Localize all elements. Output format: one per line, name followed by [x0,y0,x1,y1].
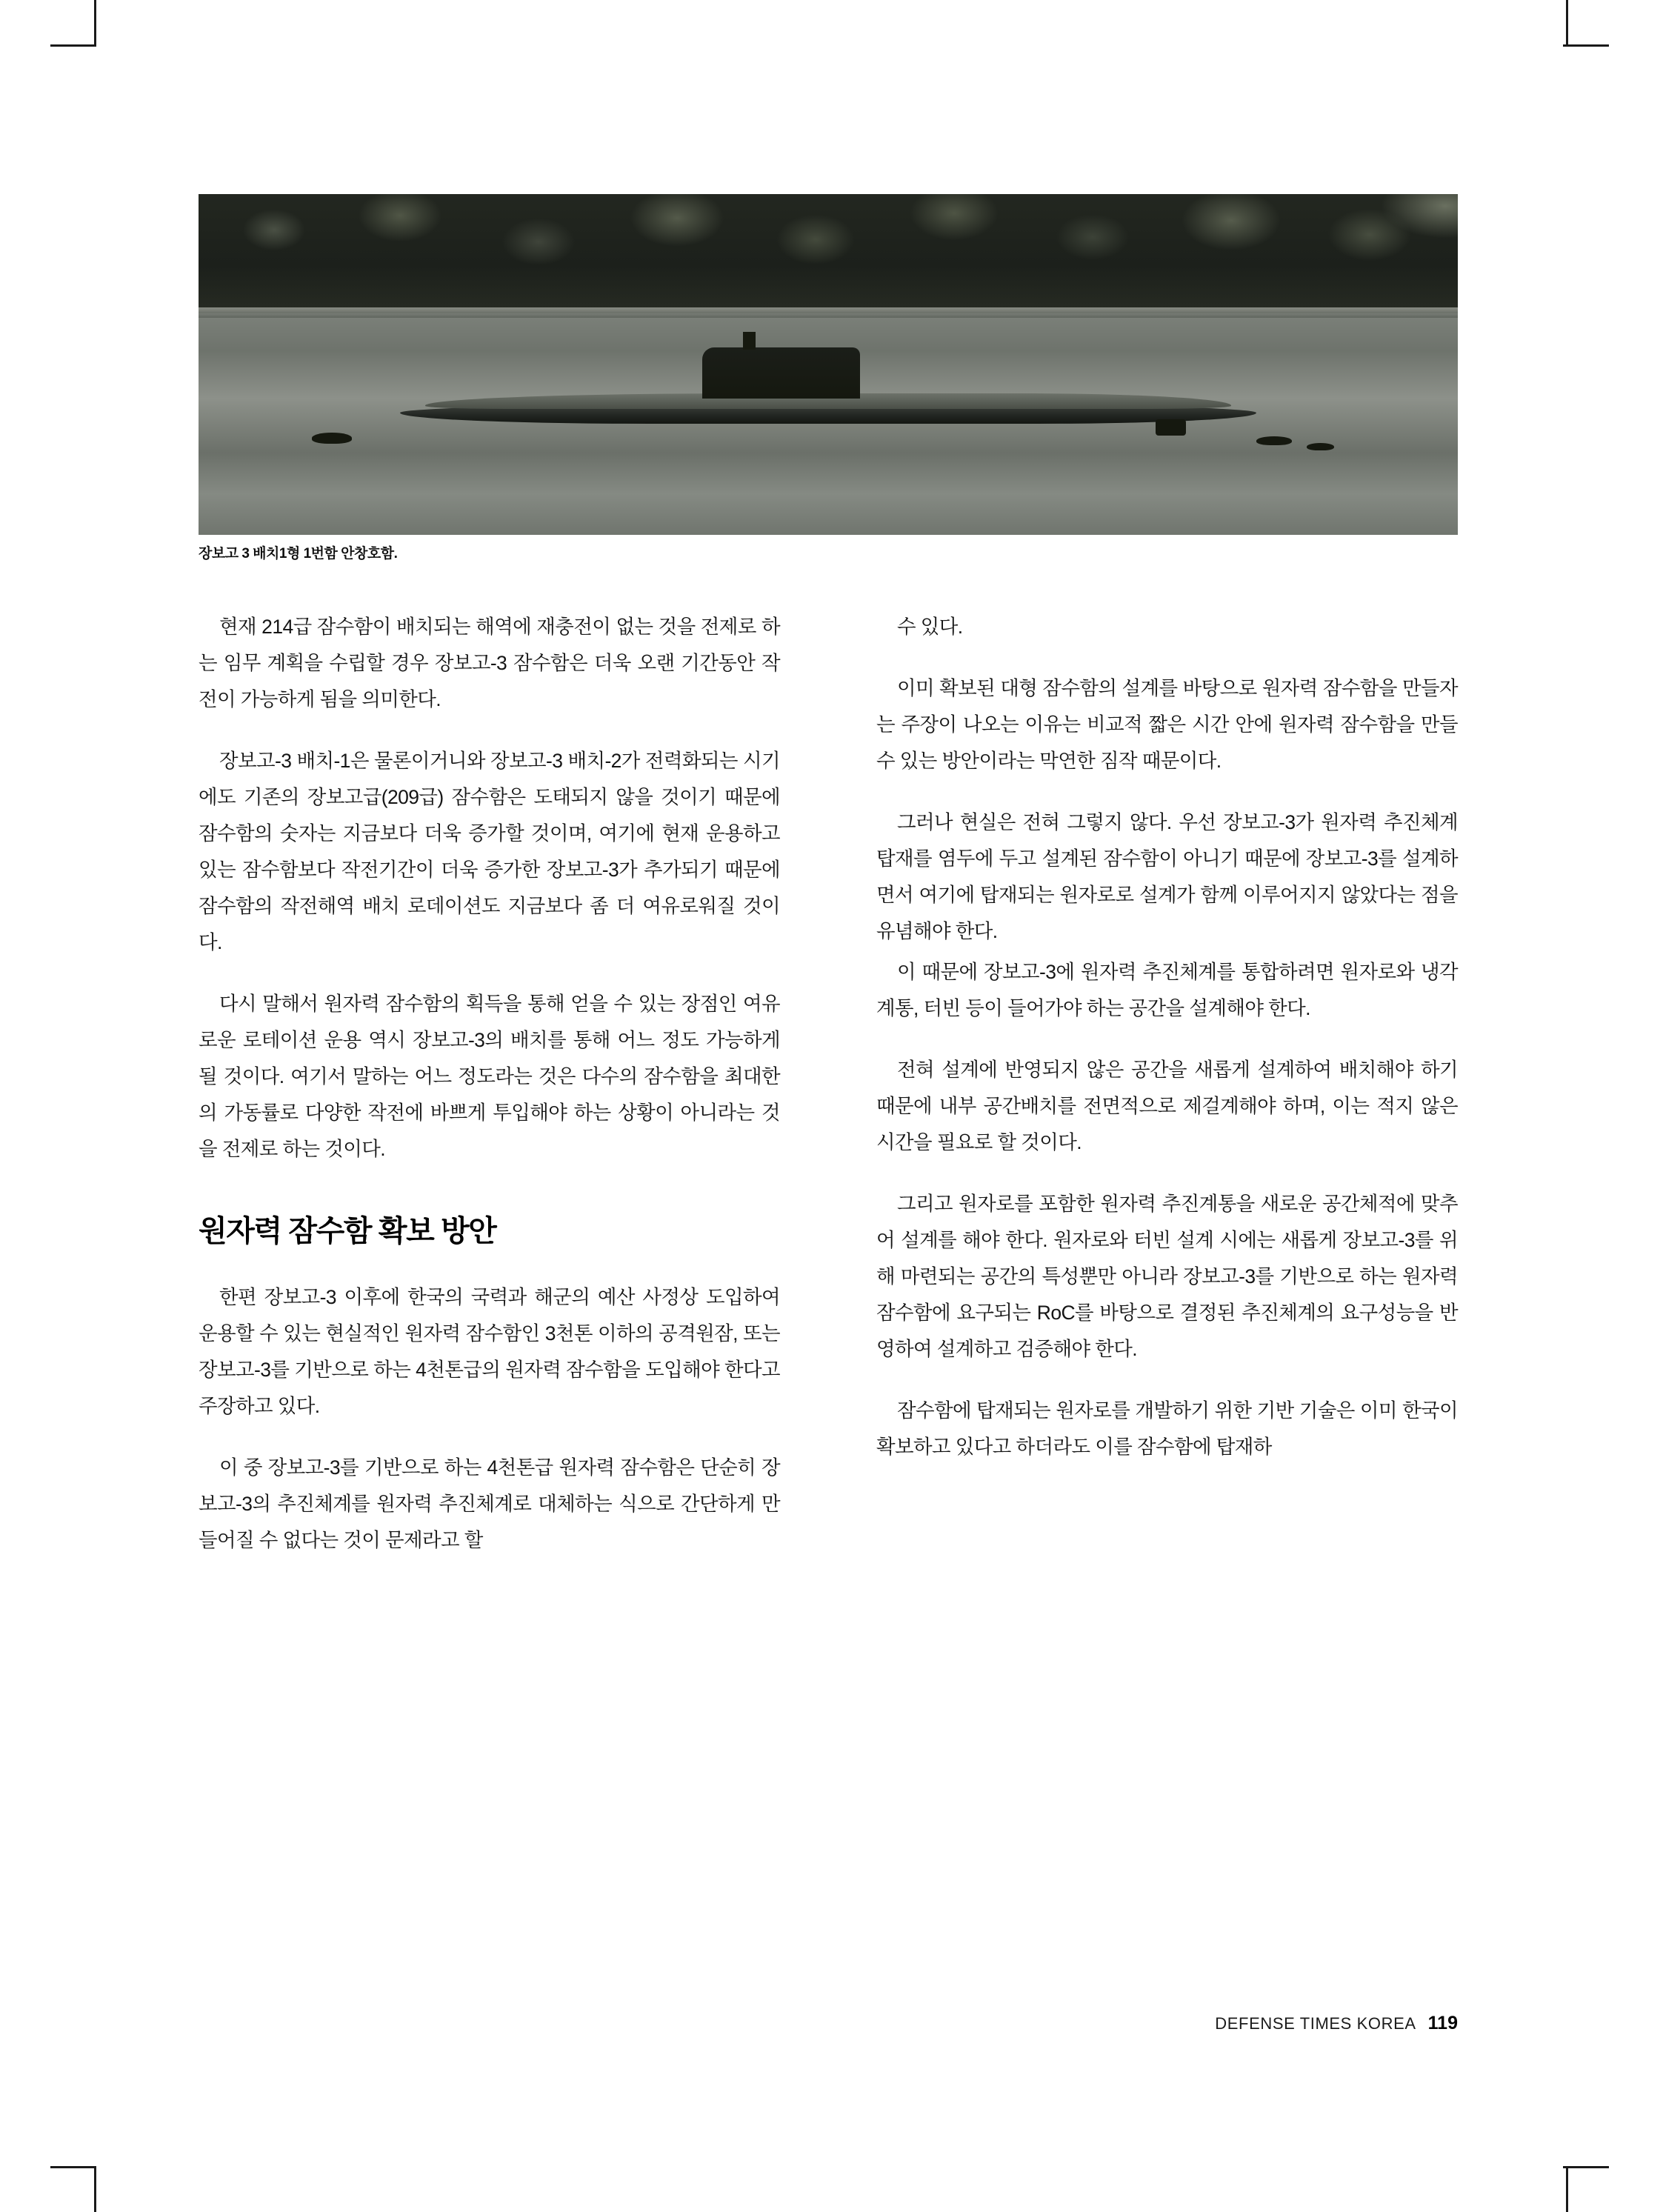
right-column [876,609,1458,1584]
page-content [199,194,1458,2061]
buoy-marker [1256,436,1292,445]
crop-mark-bottom-left-v [94,2166,96,2212]
paragraph: 이 때문에 장보고-3에 원자력 추진체계를 통합하려면 원자로와 냉각계통, 터빈 등이 들어가야 하는 공간을 설계해야 한다. [876,961,1458,1019]
photo-background [199,194,1458,535]
forest-hillside [199,194,1458,313]
left-column [199,609,780,1584]
paragraph: 한편 장보고-3 이후에 한국의 국력과 해군의 예산 사정상 도입하여 운용할 수 있는 현실적인 원자력 잠수함인 3천톤 이하의 공격원잠, 또는 장보고-3를 기반으로 하는 4천톤급의 원자력 잠수함을 도입해야 한다고 주장하고 있다. [199,1286,780,1417]
crop-mark-bottom-right-v [1566,2166,1568,2212]
paragraph: 그러나 현실은 전혀 그렇지 않다. 우선 장보고-3가 원자력 추진체계 탑재를 염두에 두고 설계된 잠수함이 아니기 때문에 장보고-3를 설계하면서 여기에 탑재되는 원자로로 설계가 함께 이루어지지 않았다는 점을 유념해야 한다. [876,811,1458,942]
submarine-sail [702,347,860,399]
page-footer [1215,2013,1458,2034]
crop-mark-bottom-right-h [1563,2166,1609,2168]
article-body [199,609,1458,1584]
photo-caption: 장보고 3 배치1형 1번함 안창호함. [199,546,398,562]
page-number: 119 [1427,2013,1458,2033]
paragraph: 전혀 설계에 반영되지 않은 공간을 새롭게 설계하여 배치해야 하기 때문에 내부 공간배치를 전면적으로 제걸계해야 하며, 이는 적지 않은 시간을 필요로 할 것이다. [876,1059,1458,1153]
paragraph: 장보고-3 배치-1은 물론이거니와 장보고-3 배치-2가 전력화되는 시기에도 기존의 장보고급(209급) 잠수함은 도태되지 않을 것이기 때문에 잠수함의 숫자는 지금보다 더욱 증가할 것이며, 여기에 현재 운용하고 있는 잠수함보다 작전기간이 더욱 증가한 장보고-3가 추가되기 때문에 잠수함의 작전해역 배치 로데이션도 지금보다 좀 더 여유로워질 것이다. [199,750,780,953]
paragraph: 현재 214급 잠수함이 배치되는 해역에 재충전이 없는 것을 전제로 하는 임무 계획을 수립할 경우 장보고-3 잠수함은 더욱 오랜 기간동안 작전이 가능하게 됨을 의미한다. [199,616,780,710]
paragraph: 수 있다. [897,616,963,638]
buoy-marker [1156,419,1186,436]
submarine-photo [199,194,1458,535]
paragraph: 이 중 장보고-3를 기반으로 하는 4천톤급 원자력 잠수함은 단순히 장보고-3의 추진체계를 원자력 추진체계로 대체하는 식으로 간단하게 만들어질 수 없다는 것이 문제라고 할 [199,1456,780,1551]
crop-mark-top-right-h [1563,44,1609,47]
buoy-marker [1307,443,1334,450]
paragraph: 그리고 원자로를 포함한 원자력 추진계통을 새로운 공간체적에 맞추어 설계를 해야 한다. 원자로와 터빈 설계 시에는 새롭게 장보고-3를 위해 마련되는 공간의 특성뿐만 아니라 장보고-3를 기반으로 하는 원자력 잠수함에 요구되는 RoC를 바탕으로 결정된 추진체계의 요구성능을 반영하여 설계하고 검증해야 한다. [876,1193,1458,1360]
paragraph: 잠수함에 탑재되는 원자로를 개발하기 위한 기반 기술은 이미 한국이 확보하고 있다고 하더라도 이를 잠수함에 탑재하 [876,1399,1458,1458]
section-heading: 원자력 잠수함 확보 방안 [199,1215,496,1247]
paragraph: 이미 확보된 대형 잠수함의 설계를 바탕으로 원자력 잠수함을 만들자는 주장이 나오는 이유는 비교적 짧은 시간 안에 원자력 잠수함을 만들 수 있는 방안이라는 막연한 짐작 때문이다. [876,677,1458,772]
publication-name: DEFENSE TIMES KOREA [1215,2014,1416,2033]
buoy-marker [312,433,352,444]
crop-mark-top-left-h [50,44,96,47]
paragraph: 다시 말해서 원자력 잠수함의 획득을 통해 얻을 수 있는 장점인 여유로운 로테이션 운용 역시 장보고-3의 배치를 통해 어느 정도 가능하게 될 것이다. 여기서 말하는 어느 정도라는 것은 다수의 잠수함을 최대한의 가동률로 다양한 작전에 바쁘게 투입해야 하는 상황이 아니라는 것을 전제로 하는 것이다. [199,993,780,1160]
crop-mark-top-right-v [1566,0,1568,46]
crop-mark-top-left-v [94,0,96,46]
crop-mark-bottom-left-h [50,2166,96,2168]
shoreline [199,307,1458,318]
